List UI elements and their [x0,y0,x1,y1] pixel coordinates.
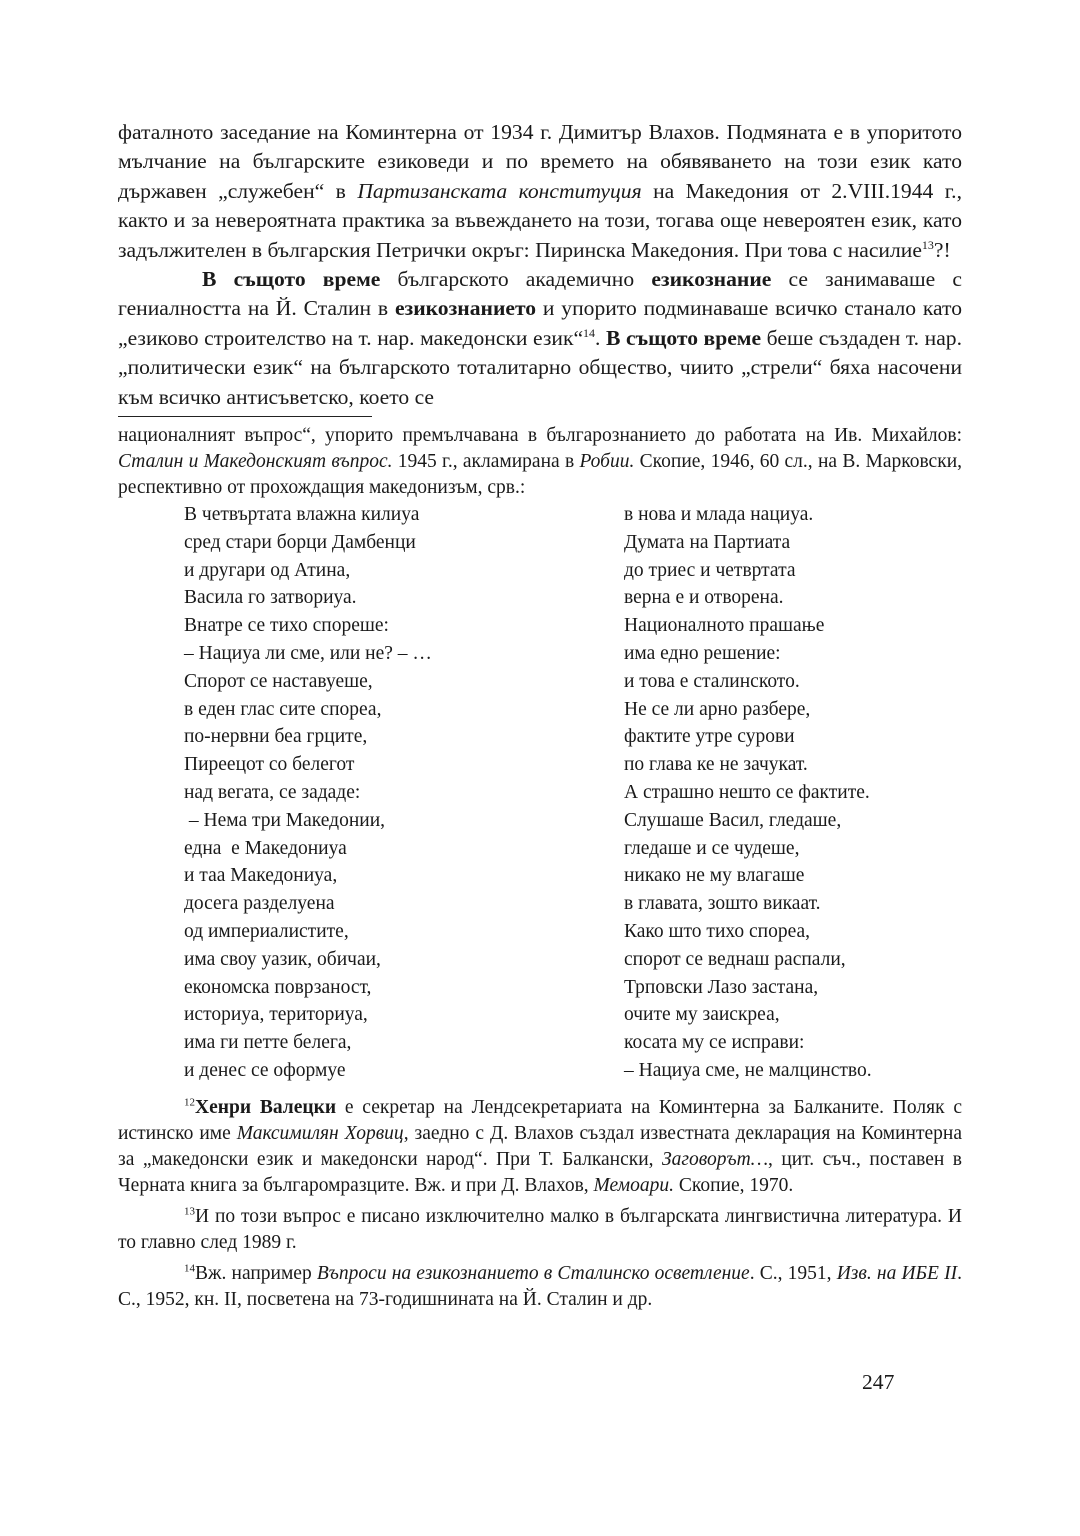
footnote-continuation [118,423,962,501]
poem-line: над вегата, се зададе: [184,782,361,804]
poem-line: Слушаше Васил, гледаше, [624,809,842,831]
poem-line: од империалистите, [184,921,349,943]
text-run: . [595,325,606,350]
poem-line: Националното прашање [624,615,825,637]
italic-title: Мемоари. [593,1175,675,1197]
text-run: и упорито подминаваше всичко станало като „езиково строителство на т. нар. македонски език“ [118,296,962,350]
main-text [118,118,962,412]
poem-right-column [624,501,872,1085]
page-number: 247 [862,1370,895,1394]
text-run: Вж. например [195,1263,317,1285]
poem-line: по-нервни беа грците, [184,726,368,748]
poem-line: косата му се исправи: [624,1032,805,1054]
text-run: 1945 г., акламирана в [392,451,580,473]
poem-line: Внатре се тихо спореше: [184,615,389,637]
poem-line: економска поврзаност, [184,976,372,998]
poem-line: в еден глас сите спореа, [184,698,382,720]
italic-title: Робии. [579,451,635,473]
text-run: Скопие, 1946, 60 сл., на В. Марковски, респективно от прохождащия македонизъм, срв.: [118,451,962,499]
poem-line: спорот се веднаш распали, [624,948,846,970]
poem-line: гледаше и се чудеше, [624,837,800,859]
footnote-ref-13[interactable]: 13 [921,237,934,252]
italic-title: Въпроси на езикознанието в Сталинско осветление [316,1263,750,1285]
poem-line: Трповски Лазо застана, [624,976,819,998]
poem-line: сред стари борци Дамбенци [184,531,416,553]
poem-line: до триес и четвртата [624,559,796,581]
poem-line: А страшно нешто се фактите. [624,782,870,804]
poem-line: Васила го затвориуа. [184,587,357,609]
footnote-number: 12 [184,1096,195,1109]
poem-line: фактите утре сурови [624,726,795,748]
poem-line: по глава ке не зачукат. [624,754,808,776]
poem-line: една е Македониуа [184,837,347,859]
poem-line: никако не му влагаше [624,865,805,887]
poem-line: Спорот се наставуеше, [184,670,373,692]
bold-phrase: В същото време [202,267,381,292]
footnote-14 [118,1261,962,1313]
poem-line: и денес се оформуе [184,1060,346,1081]
poem-line: Како што тихо спореа, [624,921,811,943]
poem-line: в нова и млада нациуа. [624,504,814,526]
footnote-13 [118,1204,962,1256]
poem-line: очите му заискреа, [624,1004,780,1026]
text-run: , цит. съч., поставен в Черната книга за българомразците. Вж. и при Д. Влахов, [118,1149,962,1197]
poem-line: В четвъртата влажна килиуа [184,504,420,526]
text-run: фаталното заседание на Коминтерна от 1934 г. Димитър Влахов. Подмяната е в упоритото мълчание на българските езиковеди и по времето на обявяването на този език като държавен „служебен“ в [118,120,962,203]
footnotes [118,1095,962,1313]
poem-line: и това е сталинското. [624,670,800,692]
poem-line: в главата, зошто викаат. [624,893,821,915]
paragraph-1 [118,118,962,265]
text-run: Скопие, 1970. [674,1175,794,1197]
poem-line: – Нациуа сме, не малцинство. [624,1060,872,1081]
poem-line: и другари од Атина, [184,559,351,581]
footnote-divider [118,416,372,417]
text-run: ?! [933,237,951,262]
italic-title: Партизанската конституция [357,178,642,203]
footnote-number: 14 [184,1262,195,1275]
poem-line: Пиреецот со белегот [184,754,355,776]
poem-line: има едно решение: [624,643,781,665]
text-run: българското академично [380,267,652,292]
text-run: беше създаден т. нар. „политически език“ на българското тоталитарно общество, чиито „стрели“ бяха насочени към всичко антисъветско, което се [118,325,962,409]
poem-left-column [184,501,432,1085]
poem-line: – Нациуа ли сме, или не? – … [184,643,432,665]
italic-title: Изв. на ИБЕ II [836,1263,958,1285]
poem-line: верна е и отворена. [624,587,784,609]
poem-line: има ги петте белега, [184,1032,352,1054]
poem [118,501,962,1093]
paragraph-2 [118,265,962,412]
page [118,118,962,1313]
text-run: е секретар на Лендсекретариата на Коминтерна за Балканите. Поляк с истинско име [118,1097,962,1145]
text-run: на Македония от 2.VIII.1944 г., както и за невероятната практика за въвеждането на този, тогава още невероятен език, като задължителен в българския Петрички окръг: Пиринска Македония. При това с насилие [118,178,962,262]
poem-line: досега разделуена [184,893,335,915]
bold-phrase: езикознание [651,267,772,292]
poem-line: Думата на Партиата [624,531,791,553]
text-run: се занимаваше с гениалността на Й. Сталин в [118,267,962,321]
poem-line: историуа, териториуа, [184,1004,368,1026]
footnote-12 [118,1095,962,1199]
text-run: . С., 1952, кн. II, посветена на 73-годишнината на Й. Сталин и др. [118,1263,962,1311]
footnote-number: 13 [184,1205,195,1218]
italic-title: Сталин и Македонският въпрос. [118,451,393,473]
footnote-ref-14[interactable]: 14 [583,325,596,340]
text-run: . С., 1951, [749,1263,837,1285]
poem-line: и таа Македониуа, [184,865,338,887]
bold-phrase: В същото време [606,325,762,350]
text-run: И по този въпрос е писано изключително малко в българската лингвистична литература. И то главно след 1989 г. [118,1206,962,1254]
bold-name: Хенри Валецки [195,1097,337,1119]
text-run: , заедно с Д. Влахов създал известната декларация на Коминтерна за „македонски език и македонски народ“. При Т. Балкански, [118,1123,962,1171]
italic-title: Заговорът… [662,1149,769,1171]
bold-phrase: езикознанието [394,296,537,321]
poem-line: – Нема три Македонии, [184,809,386,831]
poem-line: има своу уазик, обичаи, [184,948,381,970]
text-run: националният въпрос“, упорито премълчавана в българознанието до работата на Ив. Михайлов: [118,425,962,447]
poem-line: Не се ли арно разбере, [624,698,811,720]
italic-name: Максимилян Хорвиц [236,1123,404,1145]
